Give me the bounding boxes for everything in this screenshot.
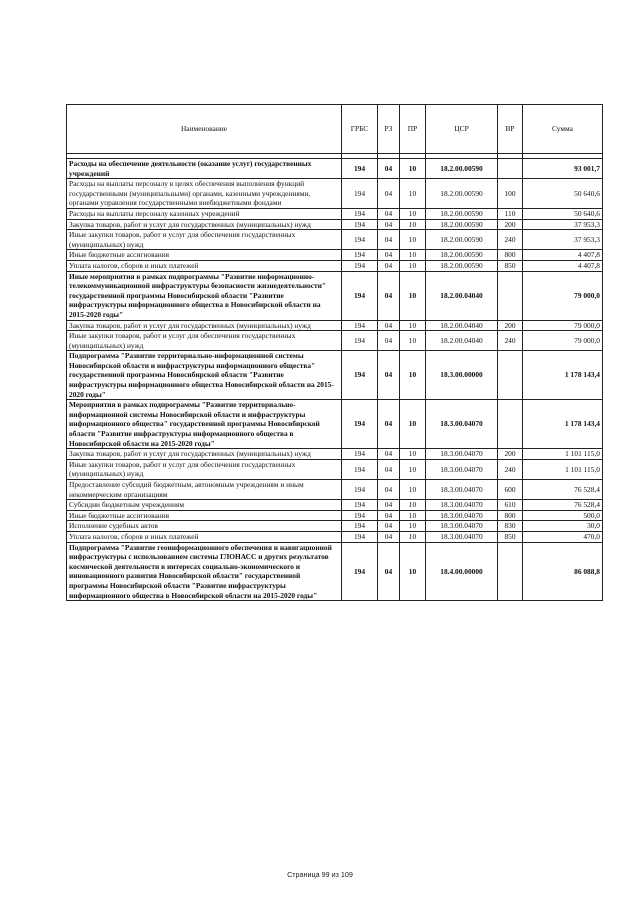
cell-sum: 1 101 115,0 — [523, 459, 603, 479]
header-csr: ЦСР — [426, 105, 498, 154]
cell-sum: 37 953,3 — [523, 230, 603, 250]
cell-grbs: 194 — [342, 159, 378, 179]
cell-grbs: 194 — [342, 449, 378, 460]
table-row — [67, 208, 603, 219]
cell-pr: 10 — [400, 500, 426, 511]
budget-table — [66, 104, 603, 601]
cell-pr: 10 — [400, 219, 426, 230]
cell-pr: 10 — [400, 449, 426, 460]
cell-pr: 10 — [400, 271, 426, 320]
cell-sum: 76 528,4 — [523, 480, 603, 500]
cell-grbs: 194 — [342, 208, 378, 219]
table-header-row — [67, 105, 603, 154]
cell-csr: 18.3.00.04070 — [426, 480, 498, 500]
table-row — [67, 351, 603, 400]
cell-csr: 18.2.00.04040 — [426, 320, 498, 331]
cell-rz: 04 — [378, 208, 400, 219]
cell-rz: 04 — [378, 480, 400, 500]
cell-vr: 100 — [498, 179, 523, 209]
cell-sum: 4 407,8 — [523, 250, 603, 261]
cell-pr: 10 — [400, 250, 426, 261]
cell-name: Закупка товаров, работ и услуг для государственных (муниципальных) нужд — [67, 320, 342, 331]
cell-csr: 18.3.00.04070 — [426, 400, 498, 449]
header-grbs: ГРБС — [342, 105, 378, 154]
table-row — [67, 250, 603, 261]
cell-csr: 18.2.00.00590 — [426, 230, 498, 250]
cell-vr: 200 — [498, 449, 523, 460]
cell-rz: 04 — [378, 351, 400, 400]
cell-name: Подпрограмма "Развитие территориально-информационной системы Новосибирской области и инфраструктуры информационного общества" государственной программы Новосибирской области "Развитие инфраструктуры информационного общества Новосибирской области на 2015-2020 годы" — [67, 351, 342, 400]
cell-vr — [498, 400, 523, 449]
cell-name: Иные бюджетные ассигнования — [67, 510, 342, 521]
cell-grbs: 194 — [342, 480, 378, 500]
cell-pr: 10 — [400, 230, 426, 250]
cell-pr: 10 — [400, 480, 426, 500]
cell-sum: 79 000,0 — [523, 331, 603, 351]
cell-name: Расходы на выплаты персоналу казенных учреждений — [67, 208, 342, 219]
table-row — [67, 510, 603, 521]
cell-rz: 04 — [378, 542, 400, 601]
cell-grbs: 194 — [342, 351, 378, 400]
cell-vr: 800 — [498, 250, 523, 261]
cell-csr: 18.2.00.00590 — [426, 179, 498, 209]
cell-pr: 10 — [400, 260, 426, 271]
cell-pr: 10 — [400, 159, 426, 179]
table-row — [67, 271, 603, 320]
cell-sum: 79 000,0 — [523, 320, 603, 331]
cell-name: Закупка товаров, работ и услуг для государственных (муниципальных) нужд — [67, 449, 342, 460]
cell-csr: 18.3.00.04070 — [426, 449, 498, 460]
cell-vr: 800 — [498, 510, 523, 521]
cell-csr: 18.2.00.04040 — [426, 331, 498, 351]
cell-sum: 50 640,6 — [523, 179, 603, 209]
cell-name: Предоставление субсидий бюджетным, автономным учреждениям и иным некоммерческим организациям — [67, 480, 342, 500]
cell-rz: 04 — [378, 271, 400, 320]
cell-pr: 10 — [400, 531, 426, 542]
cell-name: Уплата налогов, сборов и иных платежей — [67, 531, 342, 542]
cell-name: Иные бюджетные ассигнования — [67, 250, 342, 261]
cell-csr: 18.2.00.00590 — [426, 159, 498, 179]
cell-csr: 18.3.00.00000 — [426, 351, 498, 400]
cell-grbs: 194 — [342, 542, 378, 601]
cell-csr: 18.2.00.00590 — [426, 260, 498, 271]
cell-grbs: 194 — [342, 331, 378, 351]
cell-csr: 18.3.00.04070 — [426, 459, 498, 479]
table-row — [67, 400, 603, 449]
table-row — [67, 480, 603, 500]
cell-grbs: 194 — [342, 459, 378, 479]
cell-vr: 850 — [498, 260, 523, 271]
cell-name: Уплата налогов, сборов и иных платежей — [67, 260, 342, 271]
cell-sum: 76 528,4 — [523, 500, 603, 511]
cell-rz: 04 — [378, 400, 400, 449]
cell-pr: 10 — [400, 208, 426, 219]
cell-csr: 18.2.00.04040 — [426, 271, 498, 320]
table-row — [67, 219, 603, 230]
cell-vr — [498, 542, 523, 601]
cell-rz: 04 — [378, 449, 400, 460]
table-row — [67, 320, 603, 331]
cell-rz: 04 — [378, 260, 400, 271]
cell-name: Иные закупки товаров, работ и услуг для обеспечения государственных (муниципальных) нужд — [67, 331, 342, 351]
cell-grbs: 194 — [342, 271, 378, 320]
cell-grbs: 194 — [342, 260, 378, 271]
cell-grbs: 194 — [342, 219, 378, 230]
header-name: Наименование — [67, 105, 342, 154]
cell-rz: 04 — [378, 320, 400, 331]
cell-vr: 200 — [498, 320, 523, 331]
cell-rz: 04 — [378, 459, 400, 479]
cell-sum: 1 178 143,4 — [523, 400, 603, 449]
cell-pr: 10 — [400, 179, 426, 209]
cell-sum: 79 000,0 — [523, 271, 603, 320]
table-row — [67, 230, 603, 250]
cell-csr: 18.3.00.04070 — [426, 500, 498, 511]
header-pr: ПР — [400, 105, 426, 154]
cell-name: Подпрограмма "Развитие геоинформационного обеспечения и навигационной инфраструктуры с использованием системы ГЛОНАСС и других результатов космической деятельности в интересах социально-экономического и инновационного развития Новосибирской области" государственной программы Новосибирской области "Развитие инфраструктуры информационного общества в Новосибирской области на 2015-2020 годы" — [67, 542, 342, 601]
cell-name: Расходы на выплаты персоналу в целях обеспечения выполнения функций государственными (муниципальными) органами, казенными учреждениями, органами управления государственными внебюджетными фондами — [67, 179, 342, 209]
cell-vr — [498, 159, 523, 179]
cell-grbs: 194 — [342, 510, 378, 521]
cell-csr: 18.2.00.00590 — [426, 219, 498, 230]
cell-name: Мероприятия в рамках подпрограммы "Развитие территориально-информационной системы Новосибирской области и инфраструктуры информационного общества" государственной программы Новосибирской области "Развитие инфраструктуры информационного общества в Новосибирской области на 2015-2020 годы" — [67, 400, 342, 449]
cell-sum: 50 640,6 — [523, 208, 603, 219]
cell-pr: 10 — [400, 331, 426, 351]
cell-vr: 110 — [498, 208, 523, 219]
cell-name: Исполнение судебных актов — [67, 521, 342, 532]
cell-csr: 18.3.00.04070 — [426, 510, 498, 521]
cell-rz: 04 — [378, 510, 400, 521]
cell-pr: 10 — [400, 400, 426, 449]
cell-vr: 600 — [498, 480, 523, 500]
header-sum: Сумма — [523, 105, 603, 154]
cell-rz: 04 — [378, 250, 400, 261]
cell-vr: 240 — [498, 331, 523, 351]
table-row — [67, 449, 603, 460]
table-row — [67, 500, 603, 511]
cell-rz: 04 — [378, 500, 400, 511]
header-vr: ВР — [498, 105, 523, 154]
cell-vr: 830 — [498, 521, 523, 532]
cell-vr: 240 — [498, 459, 523, 479]
cell-name: Субсидии бюджетным учреждениям — [67, 500, 342, 511]
table-row — [67, 179, 603, 209]
cell-csr: 18.2.00.00590 — [426, 208, 498, 219]
cell-csr: 18.3.00.04070 — [426, 531, 498, 542]
cell-sum: 1 178 143,4 — [523, 351, 603, 400]
cell-csr: 18.4.00.00000 — [426, 542, 498, 601]
table-row — [67, 521, 603, 532]
cell-vr: 240 — [498, 230, 523, 250]
cell-rz: 04 — [378, 331, 400, 351]
cell-grbs: 194 — [342, 400, 378, 449]
cell-rz: 04 — [378, 521, 400, 532]
cell-rz: 04 — [378, 531, 400, 542]
cell-name: Иные закупки товаров, работ и услуг для обеспечения государственных (муниципальных) нужд — [67, 459, 342, 479]
cell-sum: 470,0 — [523, 531, 603, 542]
cell-rz: 04 — [378, 219, 400, 230]
cell-pr: 10 — [400, 510, 426, 521]
cell-pr: 10 — [400, 521, 426, 532]
cell-vr — [498, 351, 523, 400]
cell-grbs: 194 — [342, 230, 378, 250]
cell-vr: 200 — [498, 219, 523, 230]
cell-grbs: 194 — [342, 500, 378, 511]
cell-vr: 850 — [498, 531, 523, 542]
cell-sum: 93 001,7 — [523, 159, 603, 179]
cell-sum: 4 407,8 — [523, 260, 603, 271]
cell-grbs: 194 — [342, 250, 378, 261]
table-row — [67, 542, 603, 601]
cell-rz: 04 — [378, 230, 400, 250]
cell-pr: 10 — [400, 320, 426, 331]
cell-sum: 1 101 115,0 — [523, 449, 603, 460]
table-row — [67, 331, 603, 351]
cell-name: Расходы на обеспечение деятельности (оказание услуг) государственных учреждений — [67, 159, 342, 179]
table-row — [67, 159, 603, 179]
cell-name: Закупка товаров, работ и услуг для государственных (муниципальных) нужд — [67, 219, 342, 230]
cell-grbs: 194 — [342, 531, 378, 542]
header-rz: РЗ — [378, 105, 400, 154]
table-row — [67, 260, 603, 271]
cell-pr: 10 — [400, 351, 426, 400]
table-body — [67, 154, 603, 601]
cell-pr: 10 — [400, 542, 426, 601]
cell-name: Иные мероприятия в рамках подпрограммы "Развитие информационно-телекоммуникационной инфраструктуры безопасности жизнедеятельности" государственной программы Новосибирской области "Развитие инфраструктуры информационного общества в Новосибирской области на 2015-2020 годы" — [67, 271, 342, 320]
page-number: Страница 99 из 109 — [287, 870, 353, 879]
cell-vr — [498, 271, 523, 320]
cell-rz: 04 — [378, 179, 400, 209]
table-row — [67, 531, 603, 542]
cell-csr: 18.3.00.04070 — [426, 521, 498, 532]
cell-grbs: 194 — [342, 179, 378, 209]
table-row — [67, 459, 603, 479]
cell-pr: 10 — [400, 459, 426, 479]
cell-grbs: 194 — [342, 521, 378, 532]
cell-vr: 610 — [498, 500, 523, 511]
cell-name: Иные закупки товаров, работ и услуг для обеспечения государственных (муниципальных) нужд — [67, 230, 342, 250]
cell-sum: 30,0 — [523, 521, 603, 532]
cell-rz: 04 — [378, 159, 400, 179]
cell-csr: 18.2.00.00590 — [426, 250, 498, 261]
cell-sum: 500,0 — [523, 510, 603, 521]
cell-grbs: 194 — [342, 320, 378, 331]
cell-sum: 37 953,3 — [523, 219, 603, 230]
cell-sum: 86 088,8 — [523, 542, 603, 601]
